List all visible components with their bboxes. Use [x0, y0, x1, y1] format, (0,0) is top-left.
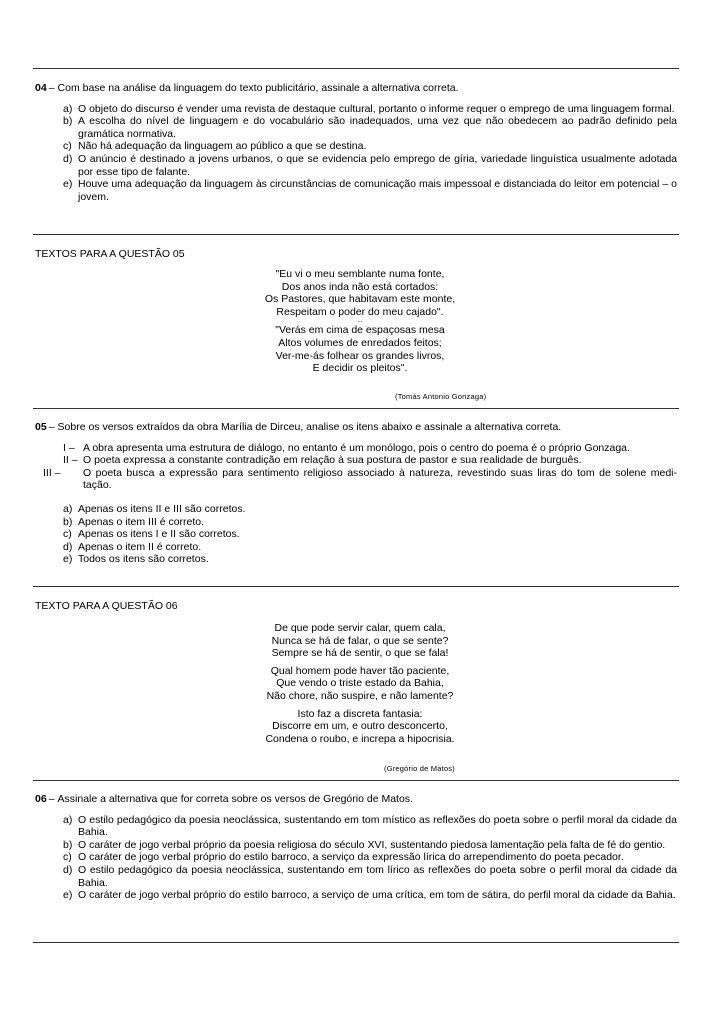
option-text: O estilo pedagógico da poesia neoclássica, sustentando em tom lírico as reflexões do poeta sobre o perfil moral da cidade da Bahia.	[78, 863, 677, 889]
item-roman: III –	[43, 466, 61, 479]
option-text: Apenas o item II é correto.	[78, 540, 202, 553]
section-title-text-06: TEXTO PARA A QUESTÃO 06	[35, 600, 178, 612]
options-list	[35, 503, 677, 566]
option-letter: b)	[63, 515, 73, 528]
item-ii	[63, 454, 677, 467]
poem-line: De que pode servir calar, quem cala,	[274, 622, 446, 634]
poem-line: Sempre se há de sentir, o que se fala!	[271, 647, 449, 660]
option-letter: e)	[63, 889, 73, 902]
poem-stanza-1	[230, 622, 490, 660]
option-text: Apenas os itens II e III são corretos.	[78, 502, 246, 515]
poem-line: "Eu vi o meu semblante numa fonte,	[275, 268, 445, 280]
question-number: 04	[35, 82, 47, 94]
options-list	[35, 814, 677, 902]
option-a[interactable]	[63, 503, 677, 516]
poem-line: Nunca se há de falar, o que se sente?	[271, 634, 449, 647]
option-letter: b)	[63, 838, 73, 851]
divider-after-q04	[33, 234, 679, 235]
option-letter: e)	[63, 178, 73, 191]
poem-line: Dos anos inda não está cortados:	[281, 280, 439, 293]
question-statement: Sobre os versos extraídos da obra Marília de Dirceu, analise os itens abaixo e assinale a alternativa correta.	[57, 421, 562, 433]
question-statement: Com base na análise da linguagem do texto publicitário, assinale a alternativa correta.	[57, 82, 459, 94]
poem-line: Respeitam o poder do meu cajado".	[276, 305, 444, 318]
option-b[interactable]	[63, 115, 677, 140]
option-text: O objeto do discurso é vender uma revista de destaque cultural, portanto o informe requer o emprego de uma linguagem formal.	[78, 102, 675, 115]
question-04-statement-line	[35, 82, 677, 95]
item-roman: I –	[63, 441, 75, 454]
poem-gregorio	[230, 622, 490, 750]
divider-bottom	[33, 942, 679, 943]
option-text: O caráter de jogo verbal próprio do estilo barroco, a serviço da expressão lírica do arrependimento do poeta pecador.	[78, 851, 624, 864]
question-06	[35, 793, 677, 902]
option-letter: c)	[63, 140, 72, 153]
question-05-statement-line	[35, 421, 677, 434]
poem-line: Que vendo o triste estado da Bahia,	[276, 677, 444, 690]
poem-attribution: (Gregório de Matos)	[384, 764, 455, 773]
divider-before-q06	[33, 780, 679, 781]
question-statement: Assinale a alternativa que for correta sobre os versos de Gregório de Matos.	[57, 793, 413, 805]
item-i	[63, 442, 677, 455]
items-list	[35, 442, 677, 492]
option-c[interactable]	[63, 528, 677, 541]
poem-line: Discorre em um, e outro desconcerto,	[272, 720, 448, 733]
poem-line: "Verás em cima de espaçosas mesa	[275, 324, 445, 337]
item-iii	[43, 466, 677, 492]
question-number: 05	[35, 421, 47, 433]
poem-line: E decidir os pleitos".	[312, 362, 408, 375]
option-text: O anúncio é destinado a jovens urbanos, o que se evidencia pelo emprego de gíria, variedade linguística usualmente adotada por esse tipo de falante.	[78, 152, 677, 178]
option-text: O caráter de jogo verbal próprio do estilo barroco, a serviço de uma crítica, em tom de sátira, do perfil moral da cidade da Bahia.	[78, 889, 676, 902]
poem-line: Isto faz a discreta fantasia:	[297, 707, 423, 720]
option-letter: a)	[63, 502, 73, 515]
option-text: Todos os itens são corretos.	[78, 553, 209, 566]
divider-top	[33, 68, 679, 69]
poem-ellipsis: ...	[357, 318, 363, 325]
option-b[interactable]	[63, 516, 677, 529]
item-text: O poeta busca a expressão para sentimento religioso associado à natureza, revestindo suas liras do tom de solene medi-tação.	[83, 466, 677, 492]
option-d[interactable]	[63, 153, 677, 178]
option-c[interactable]	[63, 140, 677, 153]
option-letter: d)	[63, 863, 73, 876]
option-letter: a)	[63, 813, 73, 826]
option-a[interactable]	[63, 814, 677, 839]
option-d[interactable]	[63, 541, 677, 554]
question-dash: –	[48, 421, 55, 433]
option-letter: c)	[63, 851, 72, 864]
option-letter: d)	[63, 540, 73, 553]
option-e[interactable]	[63, 889, 677, 902]
option-e[interactable]	[63, 178, 677, 203]
option-text: A escolha do nível de linguagem e do vocabulário são inadequados, uma vez que não obedecem ao padrão definido pela gramática normativa.	[78, 115, 677, 140]
section-title-texts-05: TEXTOS PARA A QUESTÃO 05	[35, 248, 185, 260]
item-text: O poeta expressa a constante contradição em relação à sua postura de pastor e sua realidade de burguês.	[83, 454, 582, 467]
option-letter: b)	[63, 115, 73, 128]
option-text: O estilo pedagógico da poesia neoclássica, sustentando em tom místico as reflexões do poeta sobre o perfil moral da cidade da Bahia.	[78, 813, 677, 839]
option-e[interactable]	[63, 553, 677, 566]
poem-line: Condena o roubo, e increpa a hipocrisia.	[265, 732, 455, 745]
poem-line: Qual homem pode haver tão paciente,	[270, 664, 450, 677]
option-text: O caráter de jogo verbal próprio da poesia religiosa do século XVI, sustentando piedosa lamentação pela falta de fé do gentio.	[78, 838, 666, 851]
question-dash: –	[48, 82, 55, 94]
option-text: Não há adequação da linguagem ao público a que se destina.	[78, 140, 367, 153]
option-text: Apenas os itens I e II são corretos.	[78, 528, 240, 541]
option-c[interactable]	[63, 851, 677, 864]
question-number: 06	[35, 793, 47, 805]
divider-after-q05	[33, 586, 679, 587]
poem-stanza-2	[230, 665, 490, 703]
poem-line: Ver-me-ás folhear os grandes livros,	[275, 349, 445, 362]
question-dash: –	[48, 793, 55, 805]
poem-line: Não chore, não suspire, e não lamente?	[266, 689, 454, 702]
option-d[interactable]	[63, 864, 677, 889]
question-06-statement-line	[35, 793, 677, 806]
option-letter: d)	[63, 152, 73, 165]
poem-stanza-3	[230, 708, 490, 746]
option-b[interactable]	[63, 839, 677, 852]
item-text: A obra apresenta uma estrutura de diálogo, no entanto é um monólogo, pois o centro do poema é o próprio Gonzaga.	[83, 441, 630, 454]
option-letter: e)	[63, 553, 73, 566]
poem-gonzaga	[230, 268, 490, 375]
item-roman: II –	[63, 454, 78, 467]
option-text: Houve uma adequação da linguagem às circunstâncias de comunicação mais impessoal e distanciada do leitor em potencial – o jovem.	[78, 178, 677, 203]
poem-line: Os Pastores, que habitavam este monte,	[264, 293, 456, 306]
question-05	[35, 421, 677, 566]
option-a[interactable]	[63, 103, 677, 116]
option-letter: a)	[63, 102, 73, 115]
divider-before-q05	[33, 408, 679, 409]
poem-attribution: (Tomás Antonio Gonzaga)	[395, 392, 487, 401]
option-letter: c)	[63, 528, 72, 541]
question-04	[35, 82, 677, 203]
options-list	[35, 103, 677, 204]
option-text: Apenas o item III é correto.	[78, 515, 205, 528]
poem-line: Altos volumes de enredados feitos;	[278, 336, 442, 349]
